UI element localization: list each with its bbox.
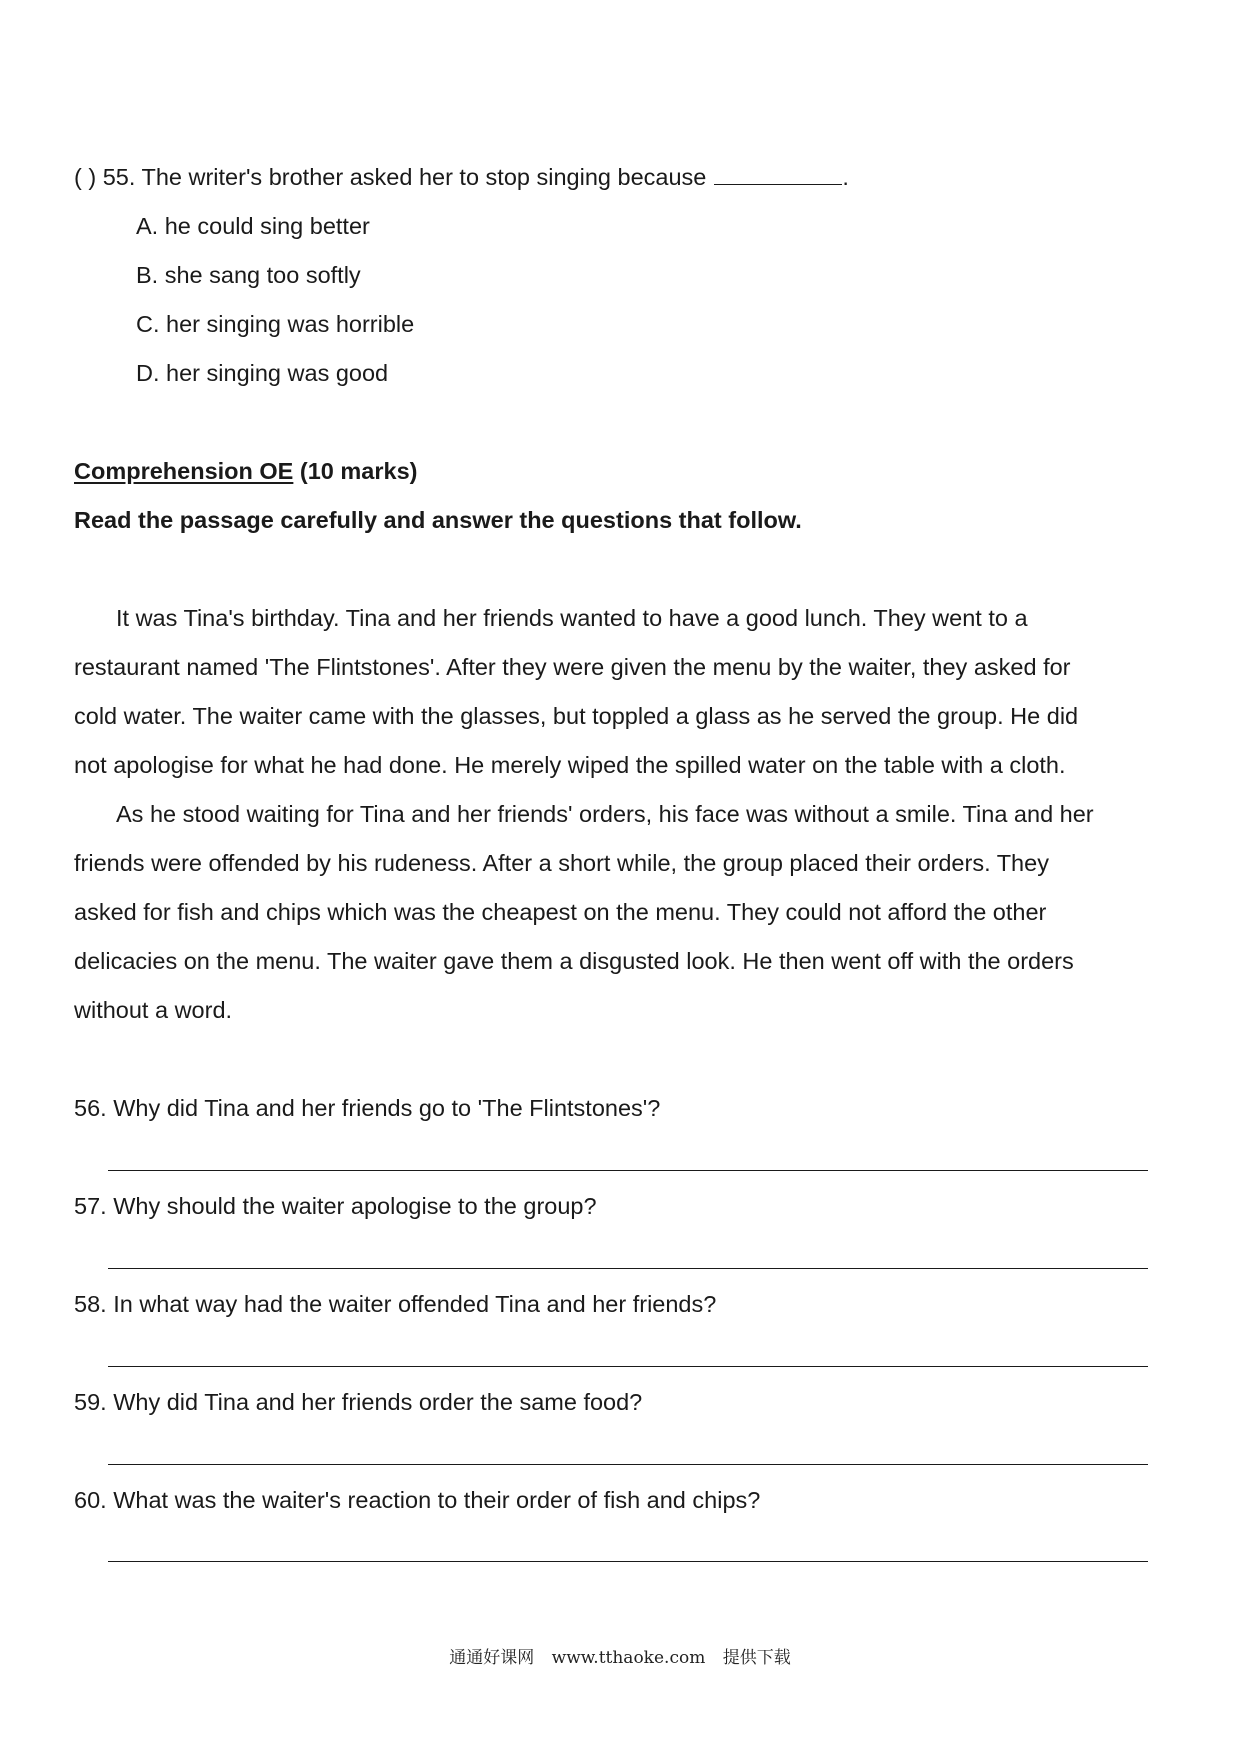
footer-suffix: 提供下载 — [722, 1648, 791, 1668]
passage-line: delicacies on the menu. The waiter gave them a disgusted look. He then went off with the orders — [74, 948, 1074, 974]
answer-line-60[interactable] — [108, 1561, 1148, 1562]
page-footer — [0, 1643, 1240, 1668]
passage-line: restaurant named 'The Flintstones'. After they were given the menu by the waiter, they asked for — [74, 654, 1071, 680]
answer-line-59[interactable] — [108, 1464, 1148, 1465]
question-55-text: ( ) 55. The writer's brother asked her to stop singing because — [74, 164, 707, 190]
footer-site-name: 通通好课网 — [449, 1648, 535, 1668]
passage-line: friends were offended by his rudeness. After a short while, the group placed their orders. They — [74, 850, 1049, 876]
question-58: 58. In what way had the waiter offended Tina and her friends? — [74, 1291, 717, 1317]
question-55-period: . — [842, 164, 849, 190]
section-marks: (10 marks) — [299, 458, 418, 484]
option-d: D. her singing was good — [136, 360, 389, 386]
passage-line: As he stood waiting for Tina and her friends' orders, his face was without a smile. Tina and her — [116, 801, 1094, 827]
footer-url[interactable]: www.tthaoke.com — [551, 1648, 706, 1668]
fill-in-blank — [714, 162, 842, 185]
option-c: C. her singing was horrible — [136, 311, 415, 337]
answer-line-57[interactable] — [108, 1268, 1148, 1269]
passage-line: not apologise for what he had done. He merely wiped the spilled water on the table with a cloth. — [74, 752, 1066, 778]
question-60: 60. What was the waiter's reaction to their order of fish and chips? — [74, 1487, 761, 1513]
answer-line-56[interactable] — [108, 1170, 1148, 1171]
section-instruction: Read the passage carefully and answer the questions that follow. — [74, 507, 802, 533]
passage-line: without a word. — [74, 997, 233, 1023]
section-heading — [74, 456, 417, 486]
passage-line: It was Tina's birthday. Tina and her friends wanted to have a good lunch. They went to a — [116, 605, 1028, 631]
question-59: 59. Why did Tina and her friends order the same food? — [74, 1389, 643, 1415]
question-56: 56. Why did Tina and her friends go to 'The Flintstones'? — [74, 1095, 661, 1121]
question-55-stem — [74, 162, 849, 192]
passage-line: cold water. The waiter came with the glasses, but toppled a glass as he served the group. He did — [74, 703, 1079, 729]
option-b: B. she sang too softly — [136, 262, 361, 288]
section-title: Comprehension OE — [74, 458, 294, 484]
answer-line-58[interactable] — [108, 1366, 1148, 1367]
passage-line: asked for fish and chips which was the cheapest on the menu. They could not afford the other — [74, 899, 1047, 925]
option-a: A. he could sing better — [136, 213, 370, 239]
question-57: 57. Why should the waiter apologise to the group? — [74, 1193, 597, 1219]
